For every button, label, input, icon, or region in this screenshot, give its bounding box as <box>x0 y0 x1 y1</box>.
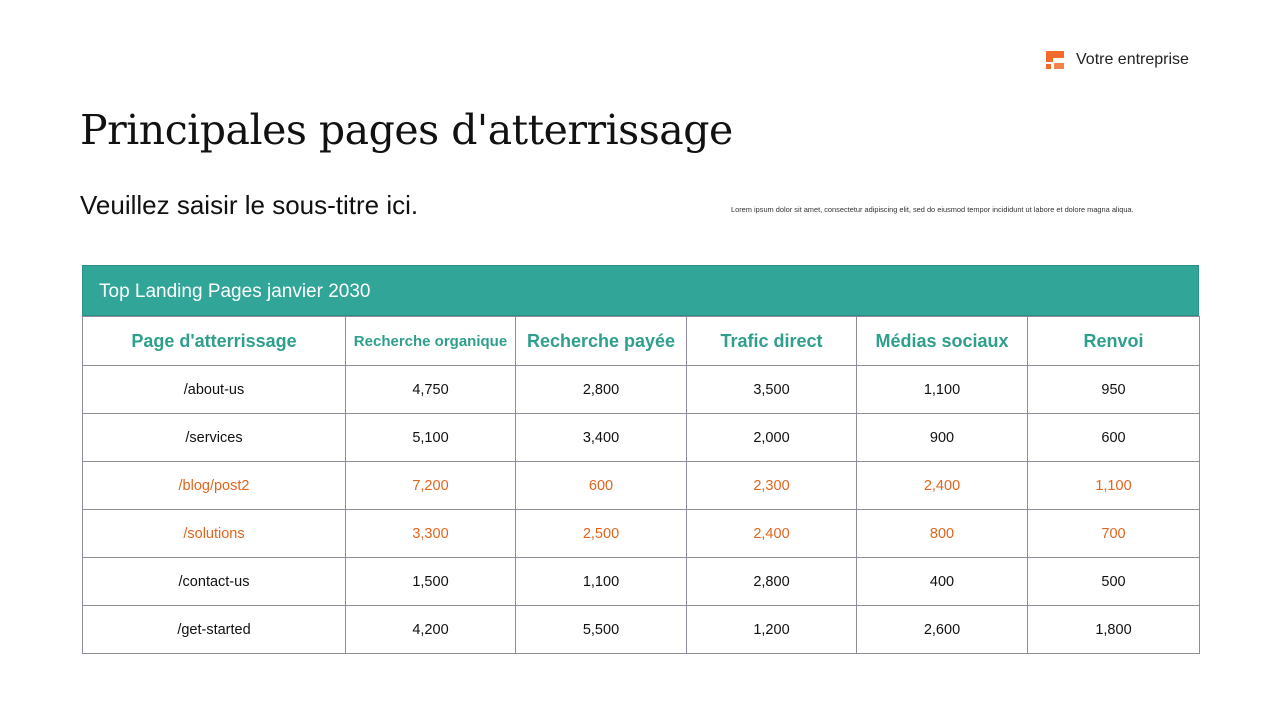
value-cell: 3,300 <box>346 510 516 558</box>
value-cell: 3,500 <box>687 366 857 414</box>
value-cell: 400 <box>857 558 1028 606</box>
table-row <box>83 366 1200 414</box>
value-cell: 900 <box>857 414 1028 462</box>
value-cell: 500 <box>1028 558 1200 606</box>
landing-page-cell: /solutions <box>83 510 346 558</box>
data-table <box>82 316 1200 654</box>
table-row <box>83 462 1200 510</box>
value-cell: 2,400 <box>857 462 1028 510</box>
value-cell: 1,100 <box>857 366 1028 414</box>
value-cell: 1,800 <box>1028 606 1200 654</box>
column-header: Page d'atterrissage <box>83 317 346 366</box>
value-cell: 2,800 <box>516 366 687 414</box>
page-title: Principales pages d'atterrissage <box>80 106 733 154</box>
table-row <box>83 510 1200 558</box>
brand-logo <box>1042 47 1189 73</box>
value-cell: 2,400 <box>687 510 857 558</box>
value-cell: 2,300 <box>687 462 857 510</box>
landing-page-cell: /services <box>83 414 346 462</box>
value-cell: 700 <box>1028 510 1200 558</box>
column-header: Renvoi <box>1028 317 1200 366</box>
column-header: Médias sociaux <box>857 317 1028 366</box>
table-row <box>83 414 1200 462</box>
value-cell: 5,500 <box>516 606 687 654</box>
company-logo-icon <box>1042 47 1068 73</box>
table-header-row <box>83 317 1200 366</box>
column-header: Recherche payée <box>516 317 687 366</box>
value-cell: 2,500 <box>516 510 687 558</box>
column-header: Trafic direct <box>687 317 857 366</box>
value-cell: 600 <box>516 462 687 510</box>
value-cell: 3,400 <box>516 414 687 462</box>
landing-pages-table <box>82 265 1199 654</box>
value-cell: 5,100 <box>346 414 516 462</box>
value-cell: 2,000 <box>687 414 857 462</box>
value-cell: 950 <box>1028 366 1200 414</box>
value-cell: 7,200 <box>346 462 516 510</box>
column-header: Recherche organique <box>346 317 516 366</box>
value-cell: 600 <box>1028 414 1200 462</box>
value-cell: 1,500 <box>346 558 516 606</box>
landing-page-cell: /about-us <box>83 366 346 414</box>
value-cell: 800 <box>857 510 1028 558</box>
landing-page-cell: /blog/post2 <box>83 462 346 510</box>
description-text: Lorem ipsum dolor sit amet, consectetur adipiscing elit, sed do eiusmod tempor incididunt ut labore et dolore magna aliqua. <box>731 205 1134 214</box>
value-cell: 4,200 <box>346 606 516 654</box>
value-cell: 2,600 <box>857 606 1028 654</box>
value-cell: 2,800 <box>687 558 857 606</box>
value-cell: 1,200 <box>687 606 857 654</box>
table-row <box>83 558 1200 606</box>
table-row <box>83 606 1200 654</box>
landing-page-cell: /get-started <box>83 606 346 654</box>
value-cell: 1,100 <box>516 558 687 606</box>
value-cell: 4,750 <box>346 366 516 414</box>
value-cell: 1,100 <box>1028 462 1200 510</box>
brand-name: Votre entreprise <box>1076 51 1189 68</box>
page-subtitle: Veuillez saisir le sous-titre ici. <box>80 190 419 220</box>
landing-page-cell: /contact-us <box>83 558 346 606</box>
table-title: Top Landing Pages janvier 2030 <box>82 265 1199 316</box>
